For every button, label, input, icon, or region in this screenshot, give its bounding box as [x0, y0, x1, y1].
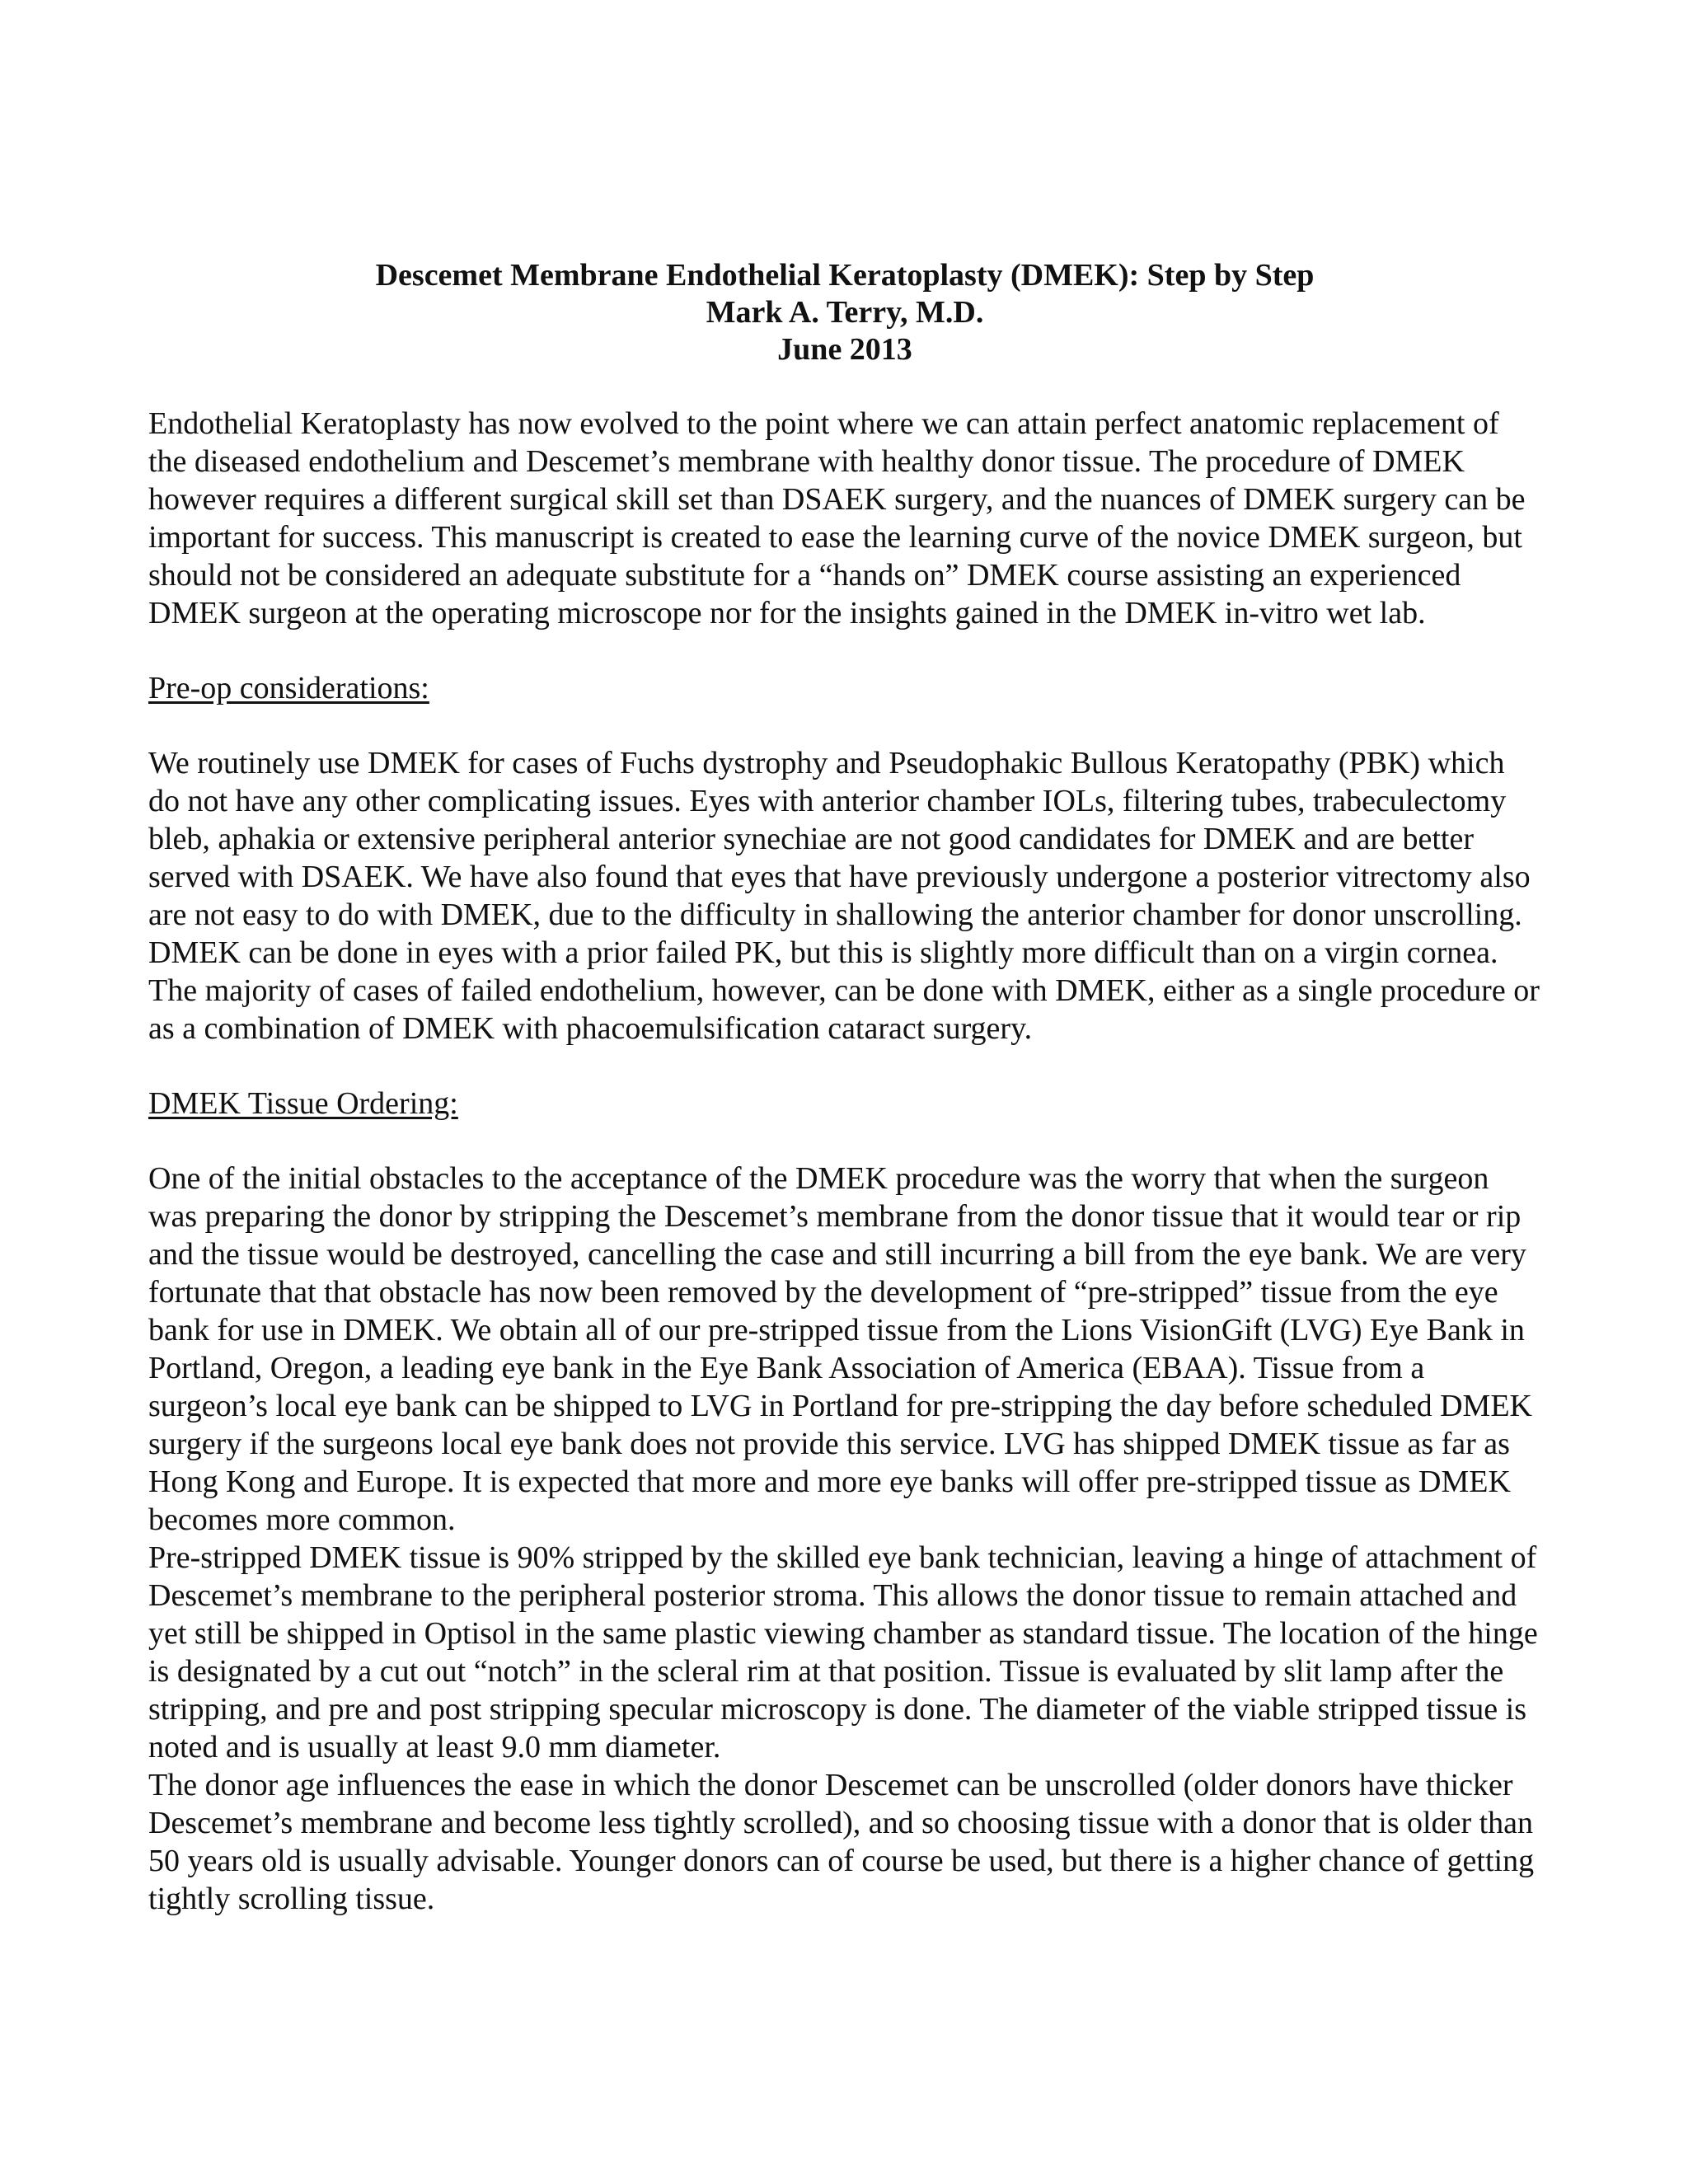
section-heading-tissue-ordering: DMEK Tissue Ordering: — [148, 1086, 458, 1121]
document-date: June 2013 — [777, 332, 912, 367]
tissue-ordering-paragraph-1: One of the initial obstacles to the acceptance of the DMEK procedure was the worry that when the surgeon was preparing the donor by stripping the Descemet’s membrane from the donor tissue that it would tear or rip and the tissue would be destroyed, cancelling the case and still incurring a bill from the eye bank. We are very fortunate that that obstacle has now been removed by the development of “pre-stripped” tissue from the eye bank for use in DMEK. We obtain all of our pre-stripped tissue from the Lions VisionGift (LVG) Eye Bank in Portland, Oregon, a leading eye bank in the Eye Bank Association of America (EBAA). Tissue from a surgeon’s local eye bank can be shipped to LVG in Portland for pre-stripping the day before scheduled DMEK surgery if the surgeons local eye bank does not provide this service. LVG has shipped DMEK tissue as far as Hong Kong and Europe. It is expected that more and more eye banks will offer pre-stripped tissue as DMEK becomes more common. — [148, 1161, 1532, 1537]
document-content — [148, 257, 1541, 1918]
document-author: Mark A. Terry, M.D. — [706, 295, 984, 330]
preop-paragraph: We routinely use DMEK for cases of Fuchs dystrophy and Pseudophakic Bullous Keratopathy (PBK) which do not have any other complicating issues. Eyes with anterior chamber IOLs, filtering tubes, trabeculectomy bleb, aphakia or extensive peripheral anterior synechiae are not good candidates for DMEK and are better served with DSAEK. We have also found that eyes that have previously undergone a posterior vitrectomy also are not easy to do with DMEK, due to the difficulty in shallowing the anterior chamber for donor unscrolling. DMEK can be done in eyes with a prior failed PK, but this is slightly more difficult than on a virgin cornea. The majority of cases of failed endothelium, however, can be done with DMEK, either as a single procedure or as a combination of DMEK with phacoemulsification cataract surgery. — [148, 746, 1540, 1046]
document-title: Descemet Membrane Endothelial Keratoplasty (DMEK): Step by Step — [375, 258, 1315, 293]
tissue-ordering-paragraph-3: The donor age influences the ease in which the donor Descemet can be unscrolled (older donors have thicker Descemet’s membrane and become less tightly scrolled), and so choosing tissue with a donor that is older than 50 years old is usually advisable. Younger donors can of course be used, but there is a higher chance of getting tightly scrolling tissue. — [148, 1768, 1535, 1916]
tissue-ordering-paragraph-2: Pre-stripped DMEK tissue is 90% stripped by the skilled eye bank technician, leaving a hinge of attachment of Descemet’s membrane to the peripheral posterior stroma. This allows the donor tissue to remain attached and yet still be shipped in Optisol in the same plastic viewing chamber as standard tissue. The location of the hinge is designated by a cut out “notch” in the scleral rim at that position. Tissue is evaluated by slit lamp after the stripping, and pre and post stripping specular microscopy is done. The diameter of the viable stripped tissue is noted and is usually at least 9.0 mm diameter. — [148, 1540, 1538, 1765]
section-heading-preop: Pre-op considerations: — [148, 671, 429, 705]
title-block — [148, 257, 1541, 368]
intro-paragraph: Endothelial Keratoplasty has now evolved to the point where we can attain perfect anatomic replacement of the diseased endothelium and Descemet’s membrane with healthy donor tissue. The procedure of DMEK however requires a different surgical skill set than DSAEK surgery, and the nuances of DMEK surgery can be important for success. This manuscript is created to ease the learning curve of the novice DMEK surgeon, but should not be considered an adequate substitute for a “hands on” DMEK course assisting an experienced DMEK surgeon at the operating microscope nor for the insights gained in the DMEK in-vitro wet lab. — [148, 406, 1526, 630]
